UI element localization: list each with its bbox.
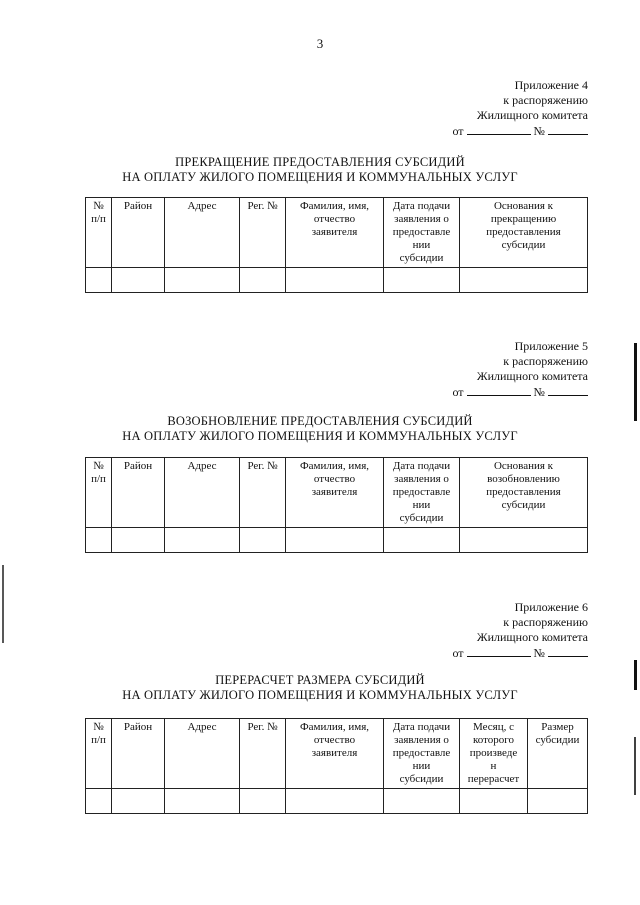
scan-artifact <box>634 737 636 795</box>
number-blank <box>548 123 588 135</box>
title-line-1: ПРЕКРАЩЕНИЕ ПРЕДОСТАВЛЕНИЯ СУБСИДИЙ <box>175 155 465 169</box>
empty-cell <box>165 528 240 553</box>
scan-artifact <box>634 660 637 690</box>
empty-cell <box>286 268 384 293</box>
empty-cell <box>460 528 588 553</box>
empty-cell <box>86 789 112 814</box>
appendix-label: Приложение 5 <box>514 339 588 353</box>
title-line-1: ПЕРЕРАСЧЕТ РАЗМЕРА СУБСИДИЙ <box>215 673 425 687</box>
section-6-title <box>0 673 640 703</box>
empty-cell <box>384 528 460 553</box>
date-prefix: от <box>452 646 464 660</box>
empty-cell <box>86 528 112 553</box>
appendix-order-line: к распоряжению <box>503 354 588 368</box>
appendix-label: Приложение 6 <box>514 600 588 614</box>
empty-cell <box>86 268 112 293</box>
table-header-row <box>86 458 588 528</box>
number-blank <box>548 384 588 396</box>
empty-cell <box>165 789 240 814</box>
section-4-title <box>0 155 640 185</box>
header-cell: Месяц, с которого произведе н перерасчет <box>460 719 528 789</box>
scan-artifact <box>634 343 637 421</box>
empty-cell <box>240 789 286 814</box>
section-5-title <box>0 414 640 444</box>
table-empty-row <box>86 789 588 814</box>
empty-cell <box>112 789 165 814</box>
empty-cell <box>460 789 528 814</box>
appendix-4-header <box>452 78 588 139</box>
header-cell: Основания к прекращению предоставления субсидии <box>460 198 588 268</box>
header-cell: Адрес <box>165 198 240 268</box>
header-cell: № п/п <box>86 458 112 528</box>
header-cell: Фамилия, имя, отчество заявителя <box>286 458 384 528</box>
header-cell: № п/п <box>86 719 112 789</box>
empty-cell <box>112 528 165 553</box>
empty-cell <box>286 528 384 553</box>
number-sign: № <box>533 646 545 660</box>
number-blank <box>548 645 588 657</box>
date-blank <box>467 645 531 657</box>
header-cell: Размер субсидии <box>528 719 588 789</box>
header-cell: Район <box>112 458 165 528</box>
header-cell: Фамилия, имя, отчество заявителя <box>286 198 384 268</box>
table-appendix-5 <box>85 457 588 553</box>
header-cell: Адрес <box>165 458 240 528</box>
header-cell: Рег. № <box>240 719 286 789</box>
date-prefix: от <box>452 124 464 138</box>
appendix-date-number-line <box>452 123 588 139</box>
appendix-committee-line: Жилищного комитета <box>476 108 588 122</box>
header-cell: Дата подачи заявления о предоставле нии субсидии <box>384 198 460 268</box>
appendix-order-line: к распоряжению <box>503 93 588 107</box>
empty-cell <box>240 268 286 293</box>
number-sign: № <box>533 124 545 138</box>
table-header-row <box>86 198 588 268</box>
header-cell: Дата подачи заявления о предоставле нии субсидии <box>384 458 460 528</box>
title-line-2: НА ОПЛАТУ ЖИЛОГО ПОМЕЩЕНИЯ И КОММУНАЛЬНЫХ УСЛУГ <box>122 170 518 184</box>
empty-cell <box>528 789 588 814</box>
appendix-date-number-line <box>452 645 588 661</box>
header-cell: Район <box>112 198 165 268</box>
appendix-label: Приложение 4 <box>514 78 588 92</box>
header-cell: Район <box>112 719 165 789</box>
header-cell: Фамилия, имя, отчество заявителя <box>286 719 384 789</box>
table-appendix-6 <box>85 718 588 814</box>
title-line-1: ВОЗОБНОВЛЕНИЕ ПРЕДОСТАВЛЕНИЯ СУБСИДИЙ <box>167 414 473 428</box>
title-line-2: НА ОПЛАТУ ЖИЛОГО ПОМЕЩЕНИЯ И КОММУНАЛЬНЫХ УСЛУГ <box>122 429 518 443</box>
page-number: 3 <box>316 36 324 51</box>
date-blank <box>467 384 531 396</box>
table-header-row <box>86 719 588 789</box>
empty-cell <box>112 268 165 293</box>
number-sign: № <box>533 385 545 399</box>
date-blank <box>467 123 531 135</box>
date-prefix: от <box>452 385 464 399</box>
header-cell: Рег. № <box>240 198 286 268</box>
header-cell: Адрес <box>165 719 240 789</box>
appendix-date-number-line <box>452 384 588 400</box>
header-cell: Рег. № <box>240 458 286 528</box>
table-empty-row <box>86 268 588 293</box>
empty-cell <box>384 789 460 814</box>
appendix-committee-line: Жилищного комитета <box>476 630 588 644</box>
appendix-6-header <box>452 600 588 661</box>
empty-cell <box>240 528 286 553</box>
empty-cell <box>460 268 588 293</box>
empty-cell <box>286 789 384 814</box>
appendix-5-header <box>452 339 588 400</box>
header-cell: Основания к возобновлению предоставления субсидии <box>460 458 588 528</box>
table-empty-row <box>86 528 588 553</box>
header-cell: Дата подачи заявления о предоставле нии субсидии <box>384 719 460 789</box>
scan-artifact <box>2 565 4 643</box>
header-cell: № п/п <box>86 198 112 268</box>
title-line-2: НА ОПЛАТУ ЖИЛОГО ПОМЕЩЕНИЯ И КОММУНАЛЬНЫХ УСЛУГ <box>122 688 518 702</box>
empty-cell <box>384 268 460 293</box>
appendix-committee-line: Жилищного комитета <box>476 369 588 383</box>
table-appendix-4 <box>85 197 588 293</box>
appendix-order-line: к распоряжению <box>503 615 588 629</box>
empty-cell <box>165 268 240 293</box>
